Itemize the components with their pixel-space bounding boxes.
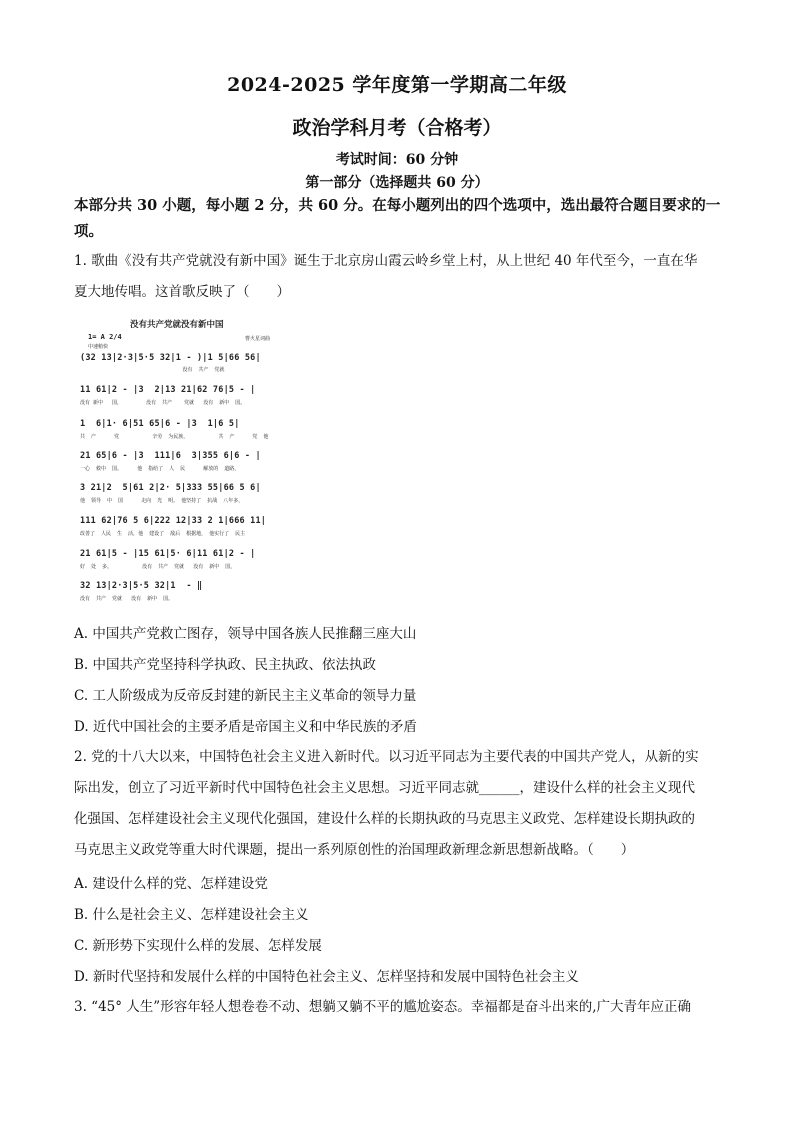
score-row: 3 21|2 5|61 2|2· 5|333 55|66 5 6| [80,483,261,493]
exam-time: 考试时间：60 分钟 [335,152,459,168]
part-title: 第一部分（选择题共 60 分） [305,175,489,191]
question-1-option-b: B. 中国共产党坚持科学执政、民主执政、依法执政 [74,657,377,673]
question-2-option-d: D. 新时代坚持和发展什么样的中国特色社会主义、怎样坚持和发展中国特色社会主义 [74,969,579,985]
score-tempo: 中速稍快 [88,344,109,350]
question-3-stem-line1: 3. “45° 人生”形容年轻人想卷卷不动、想躺又躺不平的尴尬姿态。幸福都是奋斗出来的,广大青年应正确 [74,999,691,1015]
score-row: (32 13|2·3|5·5 32|1 - )|1 5|66 56| [80,353,261,363]
score-author: 曹火星词曲 [245,336,271,342]
question-2-option-b: B. 什么是社会主义、怎样建设社会主义 [74,907,309,923]
question-2-option-c: C. 新形势下实现什么样的发展、怎样发展 [74,938,322,954]
score-row: 21 61|5 - |15 61|5· 6|11 61|2 - | [80,549,256,559]
score-row: 1 6|1· 6|51 65|6 - |3 1|6 5| [80,419,240,429]
score-row: 21 65|6 - |3 111|6 3|355 6|6 - | [80,451,261,461]
question-1-option-a: A. 中国共产党救亡图存，领导中国各族人民推翻三座大山 [74,626,417,642]
score-lyric: 没有 共产 党就 [80,367,225,373]
question-2-stem-line2: 际出发，创立了习近平新时代中国特色社会主义思想。习近平同志就______，建设什么样的社会主义现代 [74,780,695,796]
page-title-line2: 政治学科月考（合格考） [292,117,502,139]
score-row: 32 13|2·3|5·5 32|1 - ‖ [80,581,203,591]
score-lyric: 一心 救中 国。 他 指给了 人 民 解放的 道路， [80,466,240,472]
score-lyric: 改善了 人民 生 活，他 建设了 敌后 根据地， 他实行了 民主 [80,531,246,537]
score-lyric: 他 领导 中 国 走向 光 明。 他坚持了 抗战 八年多， [80,498,244,504]
page-title-line1: 2024-2025 学年度第一学期高二年级 [227,74,567,96]
score-key: 1= A 2/4 [88,333,122,341]
score-lyric: 共 产 党 辛劳 为民族， 共 产 党 他 [80,434,269,440]
score-row: 111 62|76 5 6|222 12|33 2 1|666 11| [80,516,267,526]
question-2-stem-line3: 化强国、怎样建设社会主义现代化强国，建设什么样的长期执政的马克思主义政党、怎样建设长期执政的 [74,811,695,827]
score-lyric: 没有 共产 党就 没有 新中 国。 [80,596,174,602]
score-row: 11 61|2 - |3 2|13 21|62 76|5 - | [80,385,256,395]
question-2-stem-line1: 2. 党的十八大以来，中国特色社会主义进入新时代。以习近平同志为主要代表的中国共产党人，从新的实 [74,749,699,765]
question-1-option-d: D. 近代中国社会的主要矛盾是帝国主义和中华民族的矛盾 [74,719,417,735]
score-lyric: 好 处 多。 没有 共产 党就 没有 新中 国， [80,564,236,570]
music-score-image [80,313,295,608]
score-title: 没有共产党就没有新中国 [130,320,224,330]
question-1-stem-line1: 1. 歌曲《没有共产党就没有新中国》诞生于北京房山霞云岭乡堂上村，从上世纪 40 年代至今，一直在华 [74,253,698,269]
question-2-stem-line4: 马克思主义政党等重大时代课题，提出一系列原创性的治国理政新理念新思想新战略。（ ） [74,842,635,858]
score-lyric: 没有 新中 国， 没有 共产 党就 没有 新中 国。 [80,400,246,406]
question-1-stem-line2: 夏大地传唱。这首歌反映了（ ） [74,284,290,300]
question-2-option-a: A. 建设什么样的党、怎样建设党 [74,876,268,892]
instructions: 本部分共 30 小题，每小题 2 分，共 60 分。在每小题列出的四个选项中，选出最符合题目要求的一项。 [74,197,721,240]
question-1-option-c: C. 工人阶级成为反帝反封建的新民主主义革命的领导力量 [74,688,417,704]
